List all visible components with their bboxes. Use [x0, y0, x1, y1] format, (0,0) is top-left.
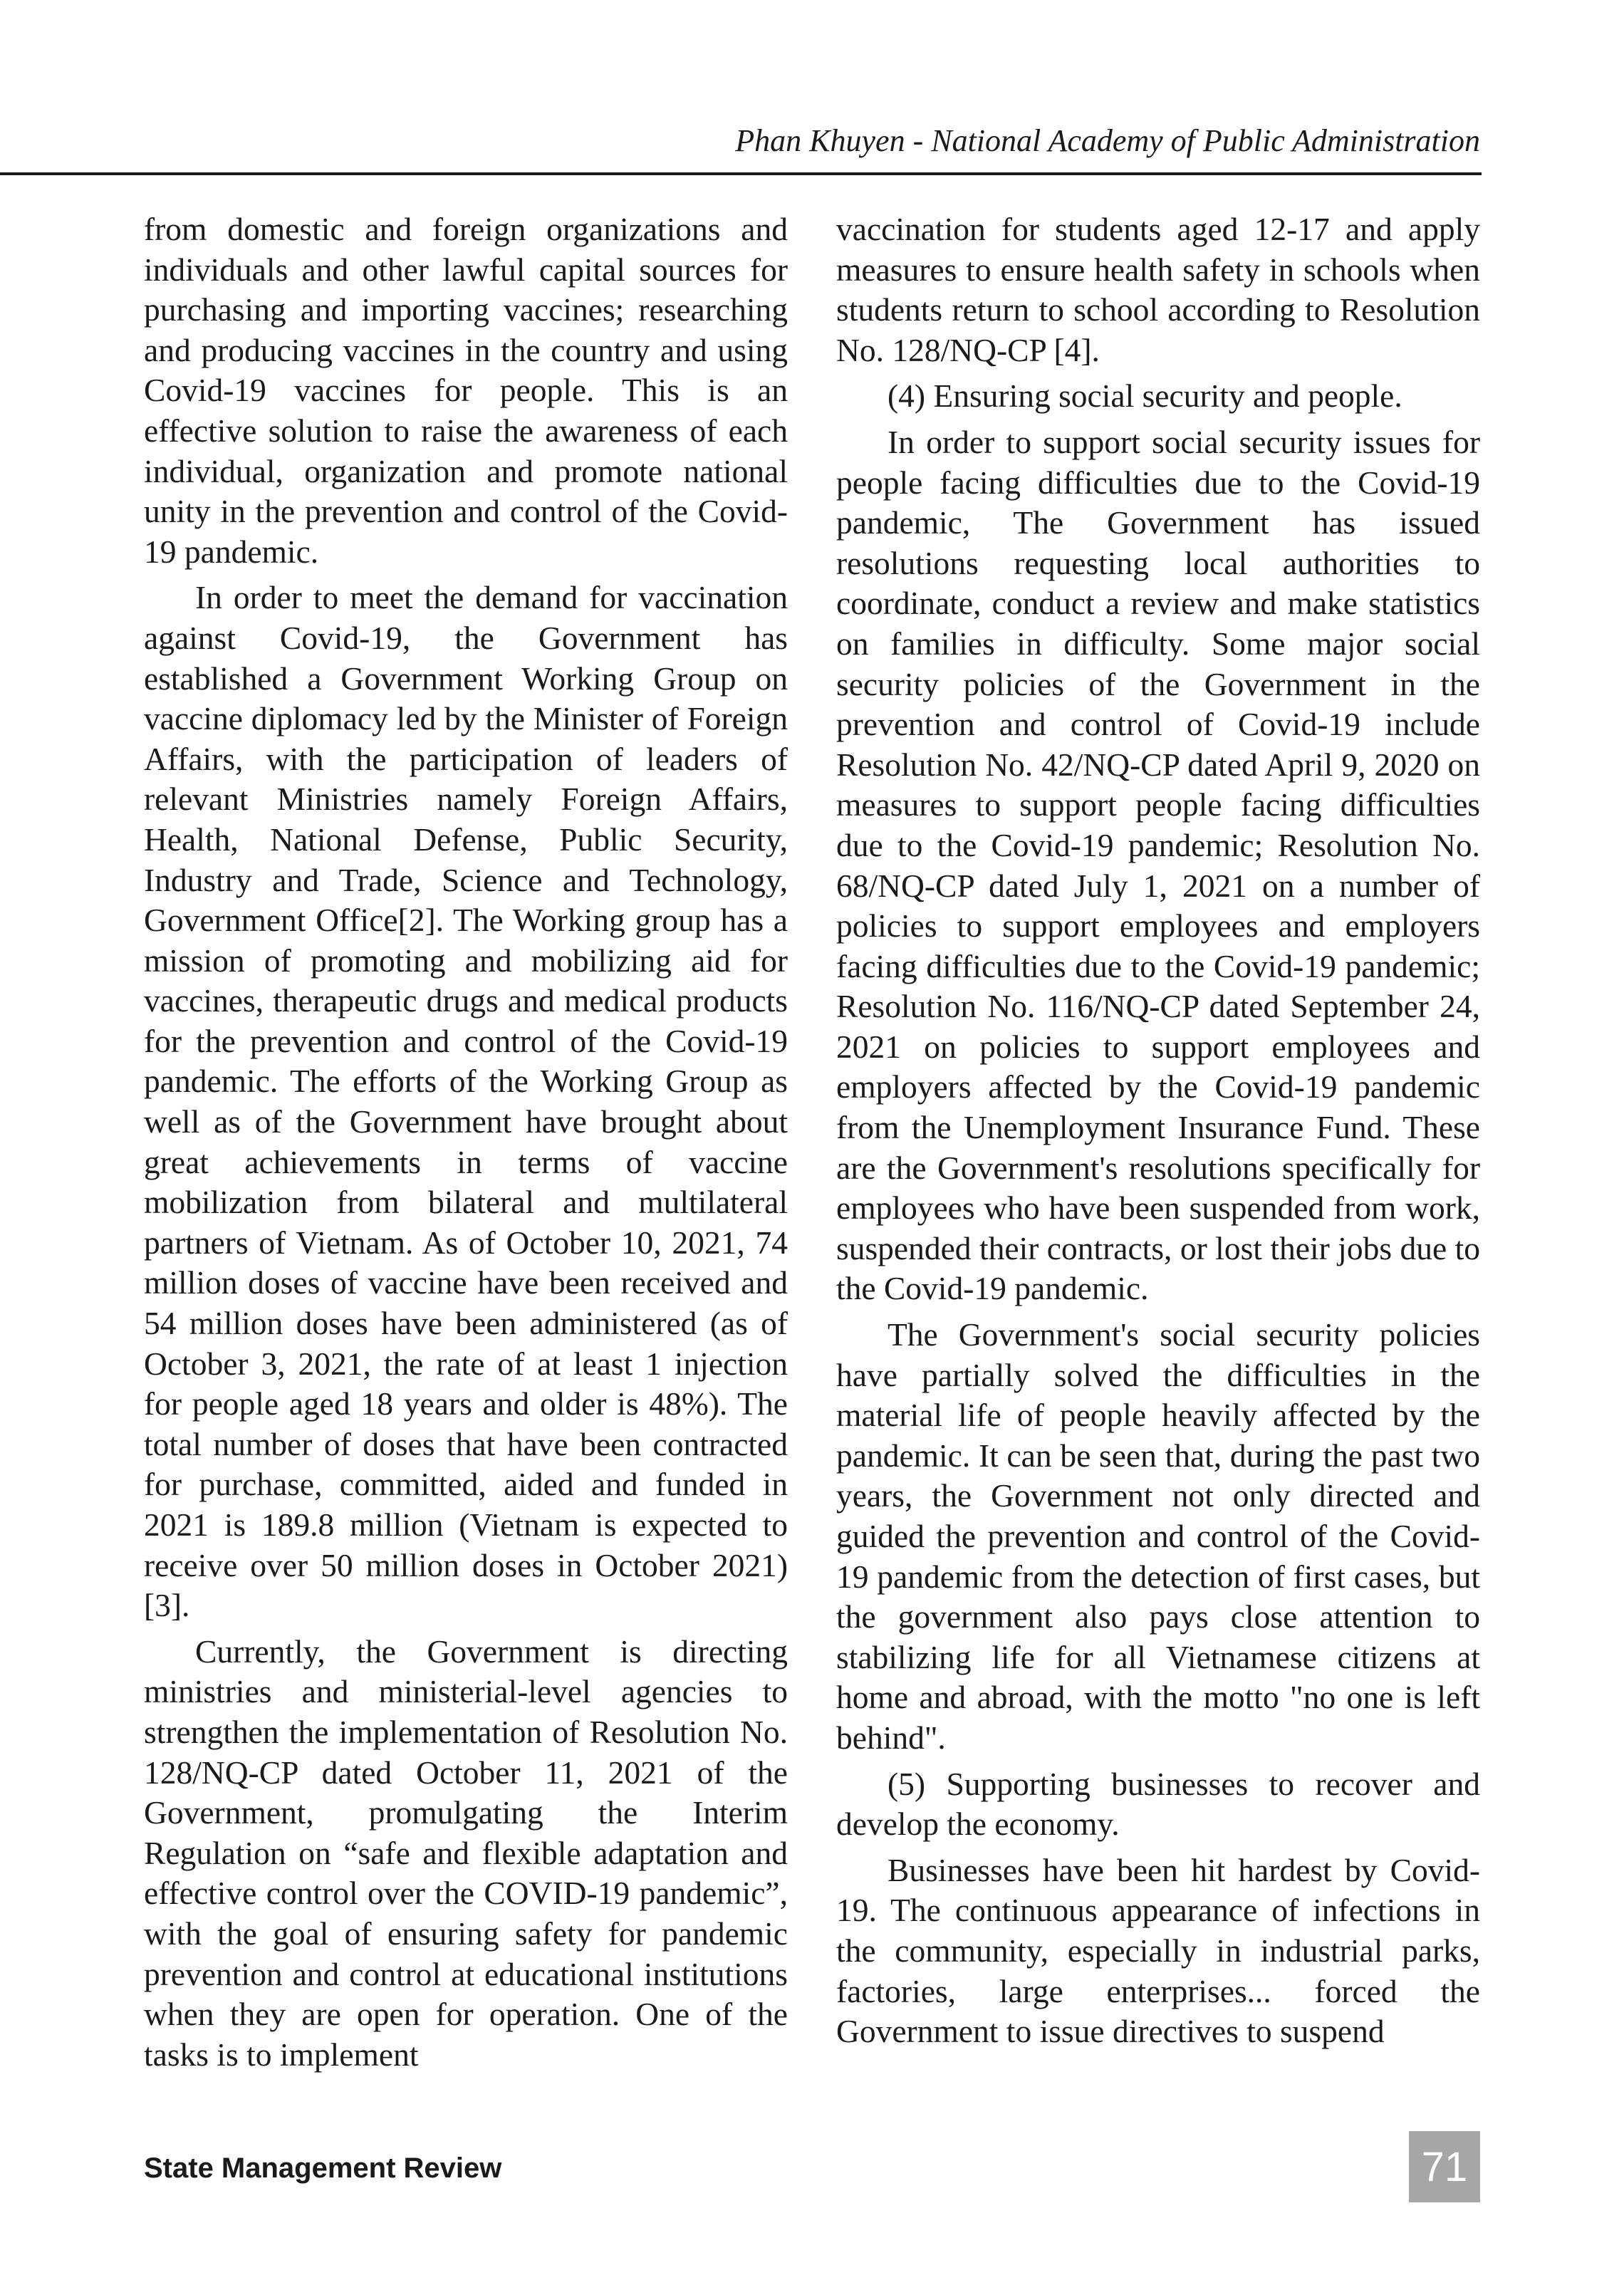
page-number: 71 — [1421, 2143, 1468, 2190]
right-column — [836, 209, 1480, 2058]
right-paragraph-3: In order to support social security issues for people facing difficulties due to the Covid-19 pandemic, The Government has issued resolutions requesting local authorities to coordinate, conduct a review and make statistics on families in difficulty. Some major social security policies of the Government in the prevention and control of Covid-19 include Resolution No. 42/NQ-CP dated April 9, 2020 on measures to support people facing difficulties due to the Covid-19 pandemic; Resolution No. 68/NQ-CP dated July 1, 2021 on a number of policies to support employees and employers facing difficulties due to the Covid-19 pandemic; Resolution No. 116/NQ-CP dated September 24, 2021 on policies to support employees and employers affected by the Covid-19 pandemic from the Unemployment Insurance Fund. These are the Government's resolutions specifically for employees who have been suspended from work, suspended their contracts, or lost their jobs due to the Covid-19 pandemic. — [836, 423, 1480, 1307]
right-paragraph-4: The Government's social security policies have partially solved the difficulties in the material life of people heavily affected by the pandemic. It can be seen that, during the past two years, the Government not only directed and guided the prevention and control of the Covid-19 pandemic from the detection of first cases, but the government also pays close attention to stabilizing life for all Vietnamese citizens at home and abroad, with the motto "no one is left behind". — [836, 1316, 1480, 1756]
left-column — [144, 209, 788, 2081]
right-paragraph-5: (5) Supporting businesses to recover and develop the economy. — [836, 1765, 1480, 1843]
running-header: Phan Khuyen - National Academy of Public Administration — [735, 123, 1480, 158]
header-rule — [0, 172, 1482, 175]
right-paragraph-1: vaccination for students aged 12-17 and apply measures to ensure health safety in schools when students return to school according to Resolution No. 128/NQ-CP [4]. — [836, 211, 1480, 368]
right-paragraph-2: (4) Ensuring social security and people. — [888, 378, 1402, 415]
left-paragraph-2: In order to meet the demand for vaccination against Covid-19, the Government has established a Government Working Group on vaccine diplomacy led by the Minister of Foreign Affairs, with the participation of leaders of relevant Ministries namely Foreign Affairs, Health, National Defense, Public Security, Industry and Trade, Science and Technology, Government Office[2]. The Working group has a mission of promoting and mobilizing aid for vaccines, therapeutic drugs and medical products for the prevention and control of the Covid-19 pandemic. The efforts of the Working Group as well as of the Government have brought about great achievements in terms of vaccine mobilization from bilateral and multilateral partners of Vietnam. As of October 10, 2021, 74 million doses of vaccine have been received and 54 million doses have been administered (as of October 3, 2021, the rate of at least 1 injection for people aged 18 years and older is 48%). The total number of doses that have been contracted for purchase, committed, aided and funded in 2021 is 189.8 million (Vietnam is expected to receive over 50 million doses in October 2021)[3]. — [144, 579, 788, 1624]
left-paragraph-3: Currently, the Government is directing ministries and ministerial-level agencies to strengthen the implementation of Resolution No. 128/NQ-CP dated October 11, 2021 of the Government, promulgating the Interim Regulation on “safe and flexible adaptation and effective control over the COVID-19 pandemic”, with the goal of ensuring safety for pandemic prevention and control at educational institutions when they are open for operation. One of the tasks is to implement — [144, 1633, 788, 2073]
left-paragraph-1: from domestic and foreign organizations and individuals and other lawful capital sources for purchasing and importing vaccines; researching and producing vaccines in the country and using Covid-19 vaccines for people. This is an effective solution to raise the awareness of each individual, organization and promote national unity in the prevention and control of the Covid-19 pandemic. — [144, 211, 788, 570]
page-number-box — [1409, 2131, 1480, 2202]
right-paragraph-6: Businesses have been hit hardest by Covid-19. The continuous appearance of infections in the community, especially in industrial parks, factories, large enterprises... forced the Government to issue directives to suspend — [836, 1851, 1480, 2050]
journal-title: State Management Review — [144, 2153, 502, 2184]
